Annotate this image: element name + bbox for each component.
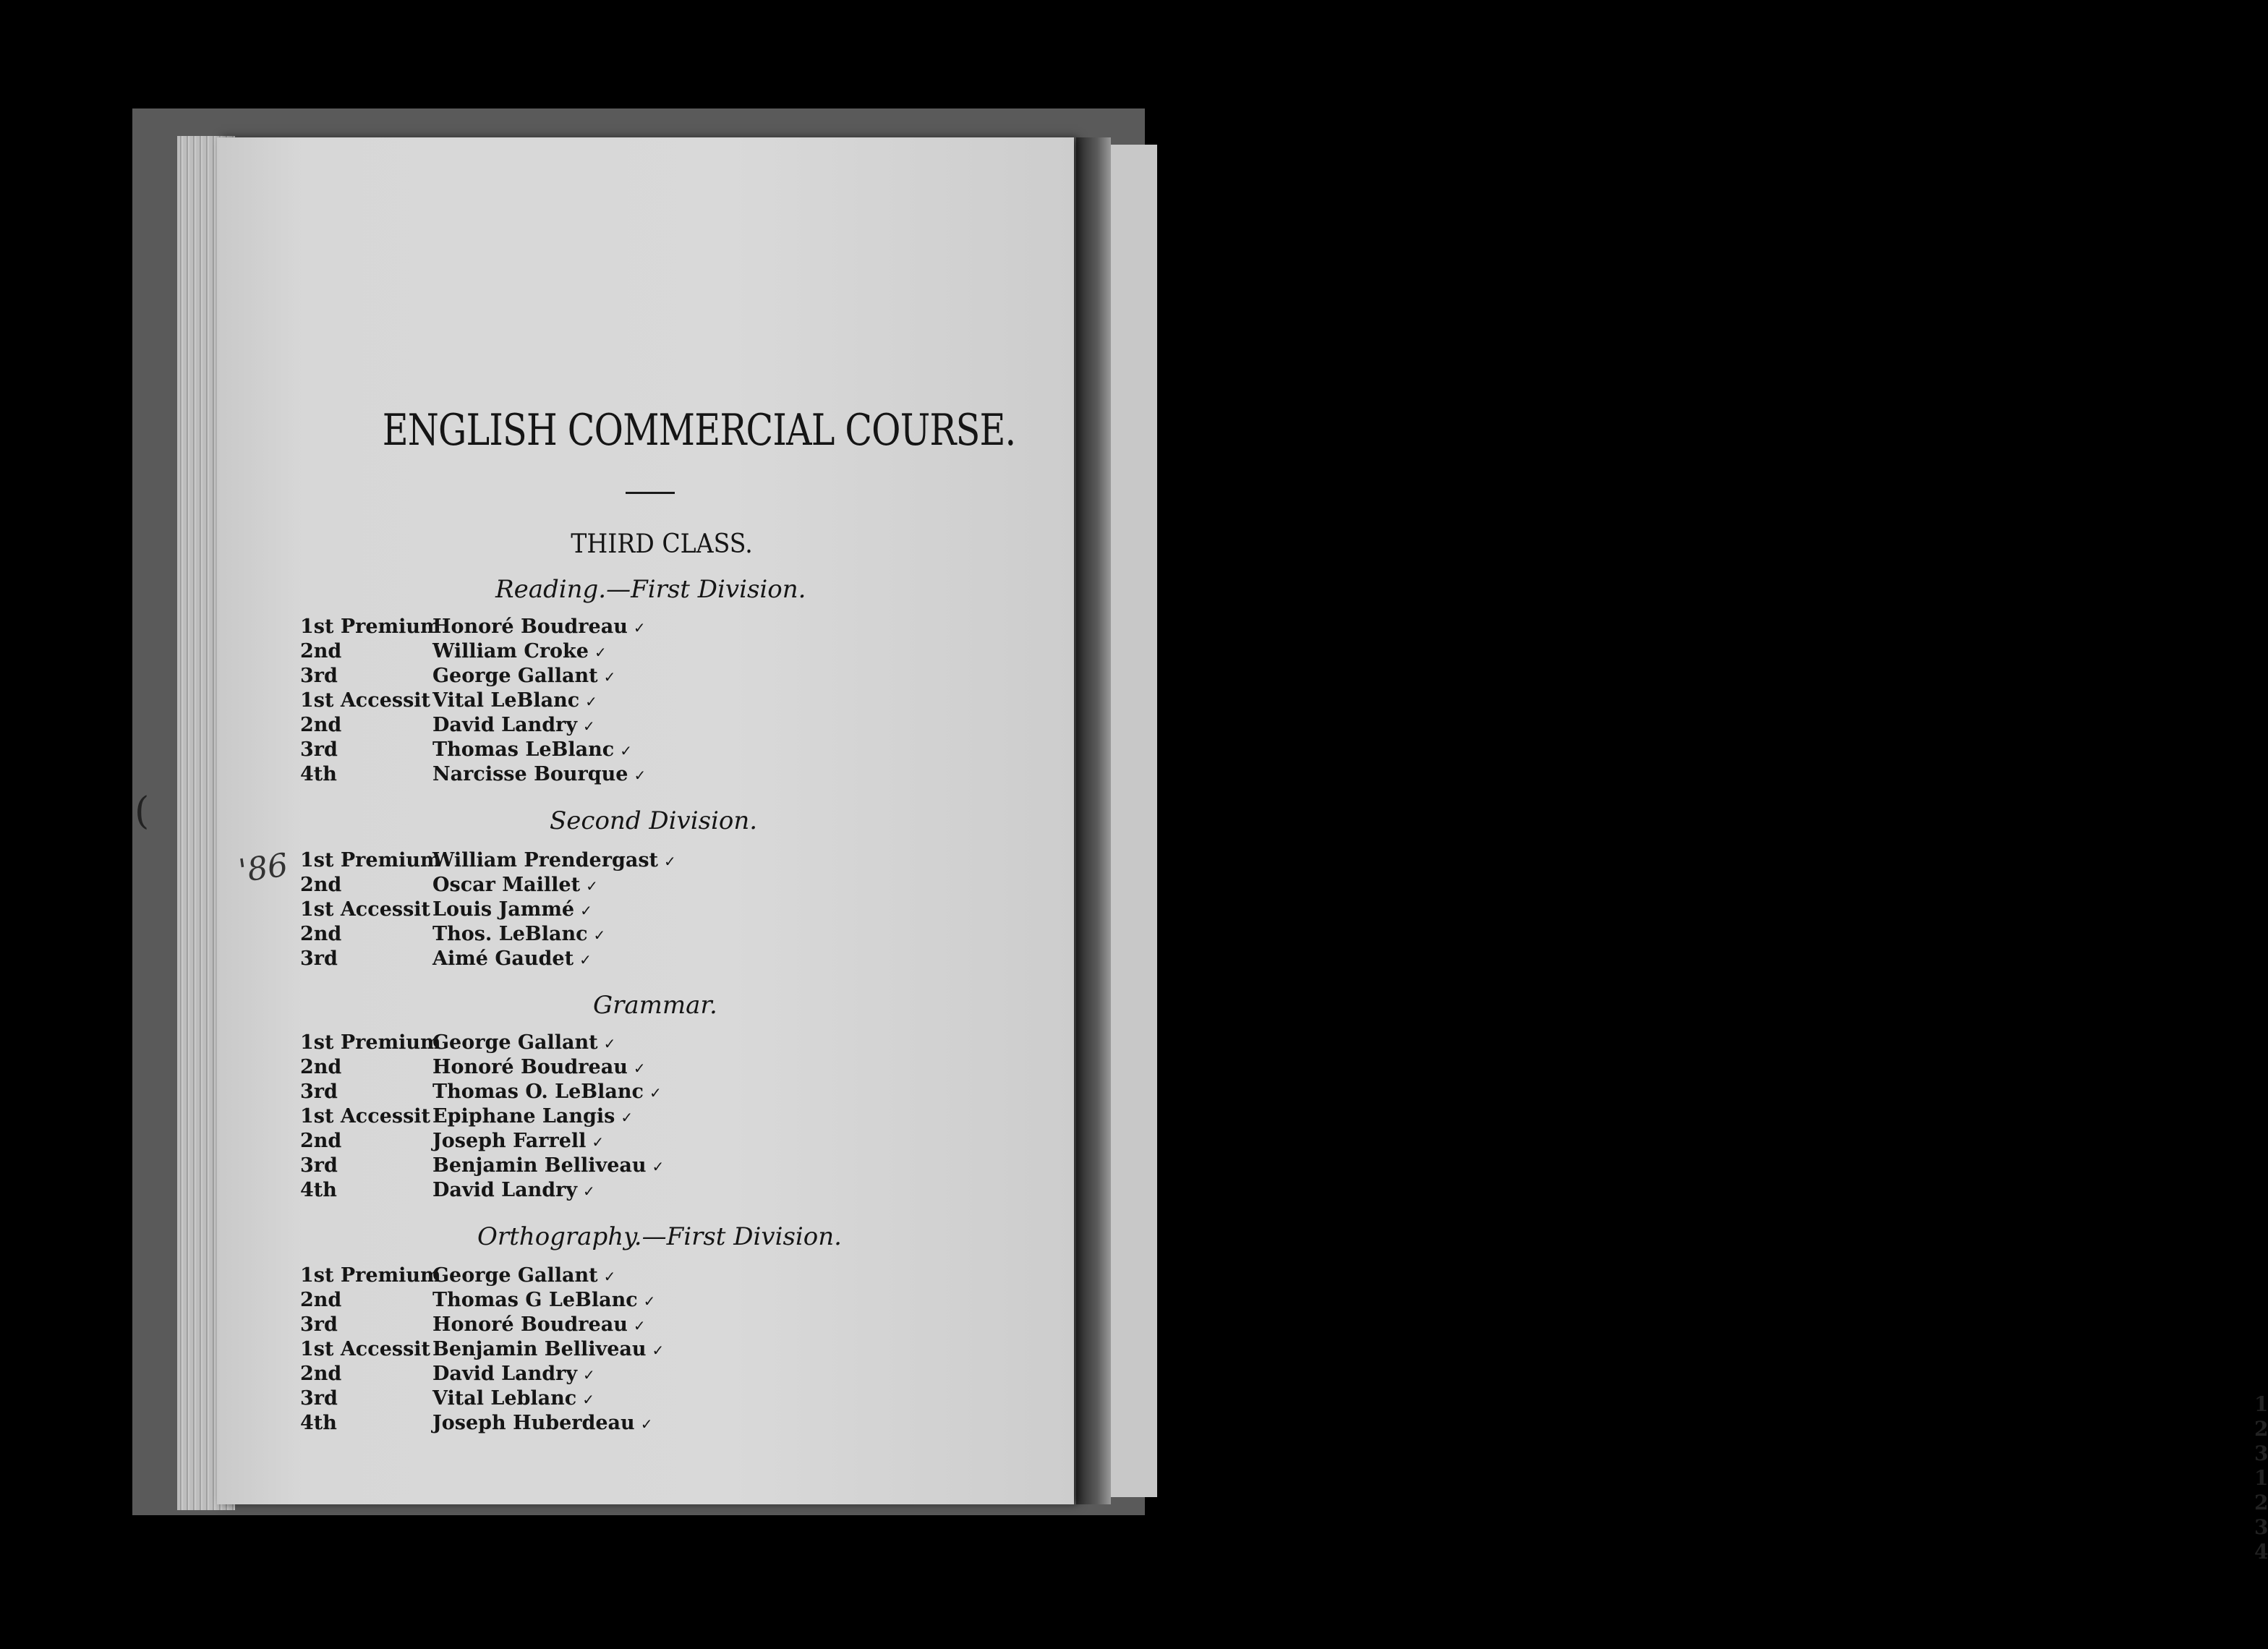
check-mark-icon: ✓ [592,1133,605,1151]
facing-digit: 1 [2254,1392,2268,1416]
check-mark-icon: ✓ [633,1060,646,1077]
check-mark-icon: ✓ [603,1035,616,1052]
facing-page-digits [2254,1392,2268,1564]
check-mark-icon: ✓ [583,1183,595,1200]
section-title: Grammar. [593,991,717,1020]
student-name [432,1386,594,1412]
student-name [432,1337,664,1363]
section-title: Second Division. [550,806,758,835]
student-name [432,873,598,898]
award-place: 1st Premium [300,1031,441,1054]
check-mark-icon: ✓ [649,1084,662,1102]
student-name [432,898,592,923]
student-name-text: David Landry [432,714,578,736]
student-name-text: Joseph Huberdeau [432,1412,635,1434]
student-name-text: Honoré Boudreau [432,1313,628,1336]
facing-page [1110,145,2268,1564]
student-name [432,1362,595,1387]
award-place: 1st Premium [300,615,441,638]
award-place: 3rd [300,665,338,687]
award-place: 1st Accessit [300,689,430,712]
check-mark-icon: ✓ [603,1268,616,1285]
award-place: 3rd [300,738,338,761]
student-name [432,713,595,738]
check-mark-icon: ✓ [594,644,607,661]
student-name [432,1154,664,1179]
award-place: 4th [300,763,337,785]
facing-digit: 1 [2254,1466,2268,1490]
check-mark-icon: ✓ [583,717,595,735]
check-mark-icon: ✓ [664,853,676,870]
check-mark-icon: ✓ [643,1292,656,1310]
student-name-text: George Gallant [432,1031,598,1054]
check-mark-icon: ✓ [640,1415,653,1433]
award-place: 1st Accessit [300,1338,430,1360]
facing-digit: 3 [2254,1441,2268,1465]
student-name-text: Honoré Boudreau [432,615,628,638]
award-place: 2nd [300,1130,342,1152]
student-name-text: Joseph Farrell [432,1130,587,1152]
check-mark-icon: ✓ [620,742,632,759]
award-place: 2nd [300,874,342,896]
award-place: 1st Accessit [300,1105,430,1128]
student-name [432,689,597,714]
check-mark-icon: ✓ [634,767,647,784]
award-place: 2nd [300,714,342,736]
student-name [432,1080,662,1105]
student-name [432,664,615,689]
student-name [432,1411,652,1436]
book-gutter [1076,137,1111,1504]
margin-parenthesis: ( [135,790,150,833]
award-place: 2nd [300,1289,342,1311]
student-name-text: Narcisse Bourque [432,763,628,785]
award-place: 4th [300,1412,337,1434]
student-name-text: David Landry [432,1363,578,1385]
student-name [432,1313,646,1338]
student-name-text: William Prendergast [432,849,659,872]
student-name [432,1178,595,1203]
facing-digit: 4 [2254,1540,2268,1564]
check-mark-icon: ✓ [586,877,598,895]
check-mark-icon: ✓ [585,693,597,710]
check-mark-icon: ✓ [621,1109,634,1126]
check-mark-icon: ✓ [633,1317,646,1334]
award-place: 3rd [300,947,338,970]
check-mark-icon: ✓ [582,1391,594,1408]
title-rule [626,492,675,494]
student-name [432,947,592,972]
student-name [432,1104,633,1130]
check-mark-icon: ✓ [593,926,606,944]
student-name-text: Benjamin Belliveau [432,1338,647,1360]
check-mark-icon: ✓ [652,1158,665,1175]
student-name [432,1288,655,1313]
student-name-text: Benjamin Belliveau [432,1154,647,1177]
student-name-text: Honoré Boudreau [432,1056,628,1078]
award-place: 3rd [300,1154,338,1177]
award-place: 1st Premium [300,849,441,872]
student-name [432,922,605,947]
student-name-text: Vital LeBlanc [432,689,580,712]
check-mark-icon: ✓ [633,619,646,636]
check-mark-icon: ✓ [603,668,616,686]
award-place: 4th [300,1179,337,1201]
check-mark-icon: ✓ [583,1366,595,1384]
student-name-text: Vital Leblanc [432,1387,577,1410]
student-name [432,762,646,788]
student-name-text: Louis Jammé [432,898,575,921]
student-name [432,1129,604,1154]
award-place: 3rd [300,1387,338,1410]
award-place: 3rd [300,1313,338,1336]
student-name-text: George Gallant [432,665,598,687]
check-mark-icon: ✓ [580,902,592,919]
facing-digit: 2 [2254,1417,2268,1441]
student-name-text: Epiphane Langis [432,1105,615,1128]
award-place: 3rd [300,1081,338,1103]
student-name-text: Oscar Maillet [432,874,581,896]
student-name [432,1264,615,1289]
section-title: Orthography.—First Division. [477,1222,842,1251]
student-name-text: Aimé Gaudet [432,947,574,970]
facing-digit: 2 [2254,1491,2268,1514]
award-place: 2nd [300,923,342,945]
student-name [432,1031,615,1056]
check-mark-icon: ✓ [579,951,592,968]
student-name-text: Thomas O. LeBlanc [432,1081,644,1103]
award-place: 2nd [300,1363,342,1385]
student-name [432,1055,646,1081]
award-place: 2nd [300,1056,342,1078]
page-title: ENGLISH COMMERCIAL COURSE. [382,405,1016,456]
student-name [432,848,676,874]
student-name [432,615,646,640]
check-mark-icon: ✓ [652,1342,665,1359]
student-name-text: Thos. LeBlanc [432,923,588,945]
award-place: 2nd [300,640,342,662]
student-name-text: William Croke [432,640,589,662]
student-name-text: David Landry [432,1179,578,1201]
student-name-text: Thomas G LeBlanc [432,1289,638,1311]
student-name-text: George Gallant [432,1264,598,1287]
student-name-text: Thomas LeBlanc [432,738,615,761]
handwritten-margin-note: '86 [236,846,291,890]
award-place: 1st Accessit [300,898,430,921]
class-heading: THIRD CLASS. [571,529,753,559]
student-name [432,738,632,763]
award-place: 1st Premium [300,1264,441,1287]
student-name [432,639,607,665]
section-title: Reading.—First Division. [495,575,806,604]
facing-digit: 3 [2254,1515,2268,1539]
